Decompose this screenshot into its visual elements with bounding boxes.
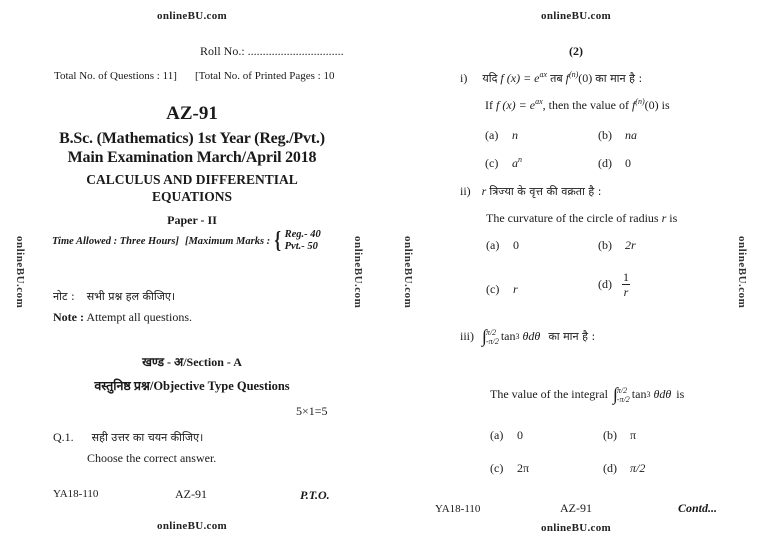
question-1 — [53, 428, 203, 446]
watermark-bottom: onlineBU.com — [541, 522, 611, 534]
question-iii-english: The value of the integral ∫ π/2 -π/2 tan 3 θdθ is — [490, 384, 685, 404]
note-hindi-text: सभी प्रश्न हल कीजिए। — [86, 290, 176, 303]
roll-no — [200, 44, 344, 59]
option-i-b: (b) na — [598, 128, 637, 142]
option-ii-d: (d) $\frac{1}{r}$ — [598, 270, 629, 299]
exam-title: Main Examination March/April 2018 — [67, 149, 317, 166]
question-i-english: If f $(x) = e^{ax}$, then the value of $f^{(n)}(0)$ is — [485, 97, 670, 112]
watermark-vertical-left-inner: onlineBU.com — [352, 236, 364, 309]
time-allowed: Time Allowed : Three Hours] — [52, 235, 179, 247]
watermark-bottom: onlineBU.com — [157, 520, 227, 532]
question-1-number: Q.1. — [53, 430, 74, 444]
integral-icon: ∫ π/2 -π/2 — [482, 326, 499, 346]
marks-breakdown — [273, 229, 321, 253]
footer-code: YA18-110 — [53, 488, 99, 500]
fraction-one-over-r: $\frac{1}{r}$ — [623, 270, 629, 299]
footer-paper-code: AZ-91 — [560, 501, 592, 515]
note-hindi-label: नोट : — [53, 290, 75, 303]
integral-icon: ∫ π/2 -π/2 — [612, 384, 630, 404]
page-2 — [384, 0, 768, 544]
watermark-vertical-left: onlineBU.com — [14, 236, 26, 309]
watermark-vertical-right-inner: onlineBU.com — [402, 236, 414, 309]
page-number: (2) — [569, 44, 583, 58]
marks-reg: Reg.- 40 — [284, 229, 321, 240]
footer-contd: Contd... — [678, 501, 718, 515]
question-ii-english: The curvature of the circle of radius r is — [486, 211, 678, 225]
footer-code: YA18-110 — [435, 503, 481, 515]
footer-paper-code: AZ-91 — [175, 487, 207, 501]
option-iii-d: (d) π/2 — [603, 461, 646, 475]
paper-code: AZ-91 — [166, 103, 218, 124]
option-iii-b: (b) π — [603, 428, 637, 442]
note-english-label: Note : — [53, 310, 84, 324]
option-iii-c: (c) 2π — [490, 461, 530, 475]
option-i-c: (c) $a^n$ — [485, 155, 522, 170]
question-i-hindi: i) यदि f $(x) = e^{ax}$ तब $f^{(n)}(0)$ का मान है : — [460, 70, 643, 85]
objective-heading: वस्तुनिष्ठ प्रश्न/Objective Type Questions — [94, 379, 290, 393]
question-1-hindi: सही उत्तर का चयन कीजिए। — [91, 431, 204, 444]
option-ii-c: (c) r — [486, 282, 518, 296]
section-heading: खण्ड - अ/Section - A — [142, 355, 242, 369]
watermark-vertical-right: onlineBU.com — [736, 236, 748, 309]
total-questions: Total No. of Questions : 11] — [54, 70, 177, 82]
marks-pvt: Pvt.- 50 — [284, 241, 318, 252]
option-ii-b: (b) 2r — [598, 238, 636, 252]
max-marks-label: [Maximum Marks : — [184, 235, 271, 247]
subject-title-line1: CALCULUS AND DIFFERENTIAL — [86, 172, 298, 187]
roll-no-label: Roll No.: — [200, 44, 245, 58]
question-iii-hindi: iii) ∫ π/2 -π/2 tan 3 θdθ का मान है : — [460, 326, 596, 346]
option-i-d: (d) 0 — [598, 156, 631, 170]
course-title: B.Sc. (Mathematics) 1st Year (Reg./Pvt.) — [59, 130, 325, 147]
option-i-a: (a) n — [485, 128, 518, 142]
option-ii-a: (a) 0 — [486, 238, 519, 252]
question-iii-number: iii) — [460, 329, 474, 343]
question-1-english: Choose the correct answer. — [87, 451, 217, 465]
question-ii-hindi: ii) r त्रिज्या के वृत्त की वक्रता है : — [460, 184, 602, 198]
note-hindi — [53, 287, 175, 305]
paper-number: Paper - II — [167, 213, 217, 227]
subject-title-line2: EQUATIONS — [151, 189, 233, 204]
watermark-top: onlineBU.com — [157, 10, 227, 22]
brace-icon: { — [274, 228, 282, 254]
roll-no-field: ................................ — [247, 44, 344, 58]
marks-scheme: 5×1=5 — [296, 404, 328, 418]
note-english — [53, 310, 192, 325]
total-pages: [Total No. of Printed Pages : 10 — [195, 70, 335, 82]
note-english-text: Attempt all questions. — [86, 310, 192, 324]
watermark-top: onlineBU.com — [541, 10, 611, 22]
time-and-marks — [52, 229, 321, 253]
question-i-number: i) — [460, 71, 468, 85]
option-iii-a: (a) 0 — [490, 428, 523, 442]
footer-pto: P.T.O. — [300, 488, 330, 502]
question-ii-number: ii) — [460, 184, 471, 198]
